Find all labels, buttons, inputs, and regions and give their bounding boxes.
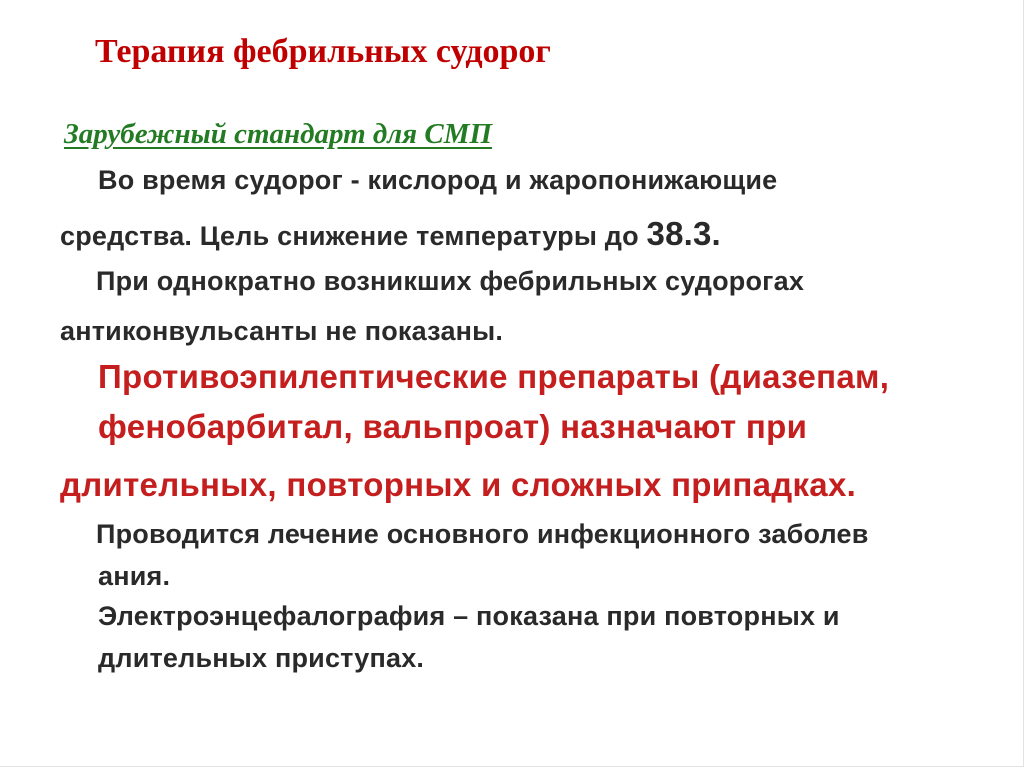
paragraph-5-line-1: Электроэнцефалография – показана при повторных и bbox=[98, 601, 840, 631]
paragraph-2-line-1: При однократно возникших фебрильных судорогах bbox=[96, 266, 805, 296]
paragraph-4-line-1: Проводится лечение основного инфекционного заболев bbox=[96, 519, 869, 549]
slide-title: Терапия фебрильных судорог bbox=[95, 33, 551, 70]
paragraph-1-line-1: Во время судорог - кислород и жаропонижающие bbox=[98, 165, 778, 195]
paragraph-3-line-2: фенобарбитал, вальпроат) назначают при bbox=[98, 408, 808, 445]
slide-subtitle: Зарубежный стандарт для СМП bbox=[64, 118, 493, 150]
temperature-value: 38.3. bbox=[646, 215, 721, 252]
paragraph-3-line-1: Противоэпилептические препараты (диазепам, bbox=[98, 358, 890, 395]
paragraph-4-line-2: ания. bbox=[98, 561, 171, 591]
paragraph-3-line-3: длительных, повторных и сложных припадках. bbox=[60, 466, 857, 503]
paragraph-2-line-2: антиконвульсанты не показаны. bbox=[60, 316, 504, 346]
paragraph-1-line-2 bbox=[60, 215, 721, 253]
paragraph-1-text: средства. Цель снижение температуры до bbox=[60, 221, 639, 251]
paragraph-5-line-2: длительных приступах. bbox=[98, 643, 425, 673]
